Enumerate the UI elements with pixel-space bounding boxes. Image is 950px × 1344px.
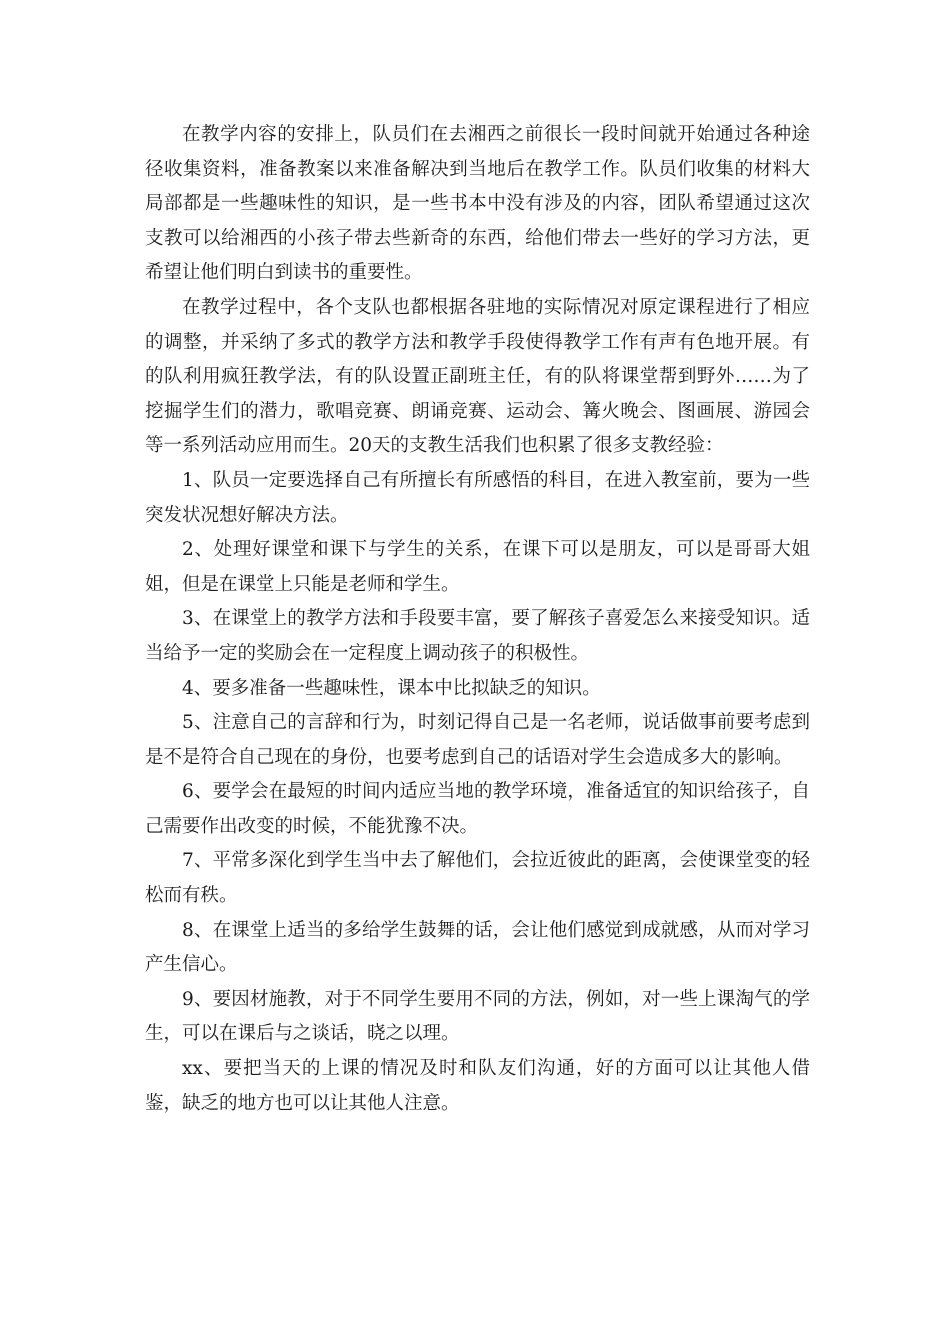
experience-item-10: xx、要把当天的上课的情况及时和队友们沟通，好的方面可以让其他人借鉴，缺乏的地方也可以让其他人注意。 [145,1058,810,1114]
experience-item-3: 3、在课堂上的教学方法和手段要丰富，要了解孩子喜爱怎么来接受知识。适当给予一定的奖励会在一定程度上调动孩子的积极性。 [145,608,810,664]
experience-item-7: 7、平常多深化到学生当中去了解他们，会拉近彼此的距离，会使课堂变的轻松而有秩。 [145,850,810,907]
experience-item-5: 5、注意自己的言辞和行为，时刻记得自己是一名老师，说话做事前要考虑到是不是符合自己现在的身份，也要考虑到自己的话语对学生会造成多大的影响。 [145,712,810,768]
paragraph-teaching-content: 在教学内容的安排上，队员们在去湘西之前很长一段时间就开始通过各种途径收集资料，准备教案以来准备解决到当地后在教学工作。队员们收集的材料大局部都是一些趣味性的知识，是一些书本中没有涉及的内容，团队希望通过这次支教可以给湘西的小孩子带去些新奇的东西，给他们带去一些好的学习方法，更希望让他们明白到读书的重要性。 [145,124,810,284]
paragraph-teaching-process: 在教学过程中，各个支队也都根据各驻地的实际情况对原定课程进行了相应的调整，并采纳了多式的教学方法和教学手段使得教学工作有声有色地开展。有的队利用疯狂教学法，有的队设置正副班主任，有的队将课堂帮到野外……为了挖掘学生们的潜力，歌唱竞赛、朗诵竞赛、运动会、篝火晚会、图画展、游园会等一系列活动应用而生。20天的支教生活我们也积累了很多支教经验： [145,296,810,457]
experience-item-4: 4、要多准备一些趣味性，课本中比拟缺乏的知识。 [182,677,601,699]
experience-item-2: 2、处理好课堂和课下与学生的关系，在课下可以是朋友，可以是哥哥大姐姐，但是在课堂上只能是老师和学生。 [145,539,810,595]
experience-item-6: 6、要学会在最短的时间内适应当地的教学环境，准备适宜的知识给孩子，自己需要作出改变的时候，不能犹豫不决。 [145,781,810,837]
experience-item-9: 9、要因材施教，对于不同学生要用不同的方法，例如，对一些上课淘气的学生，可以在课后与之谈话，晓之以理。 [145,988,810,1045]
experience-item-8: 8、在课堂上适当的多给学生鼓舞的话，会让他们感觉到成就感，从而对学习产生信心。 [145,919,810,976]
document-body [145,118,810,1121]
experience-item-1: 1、队员一定要选择自己有所擅长有所感悟的科目，在进入教室前，要为一些突发状况想好解决方法。 [145,469,810,526]
